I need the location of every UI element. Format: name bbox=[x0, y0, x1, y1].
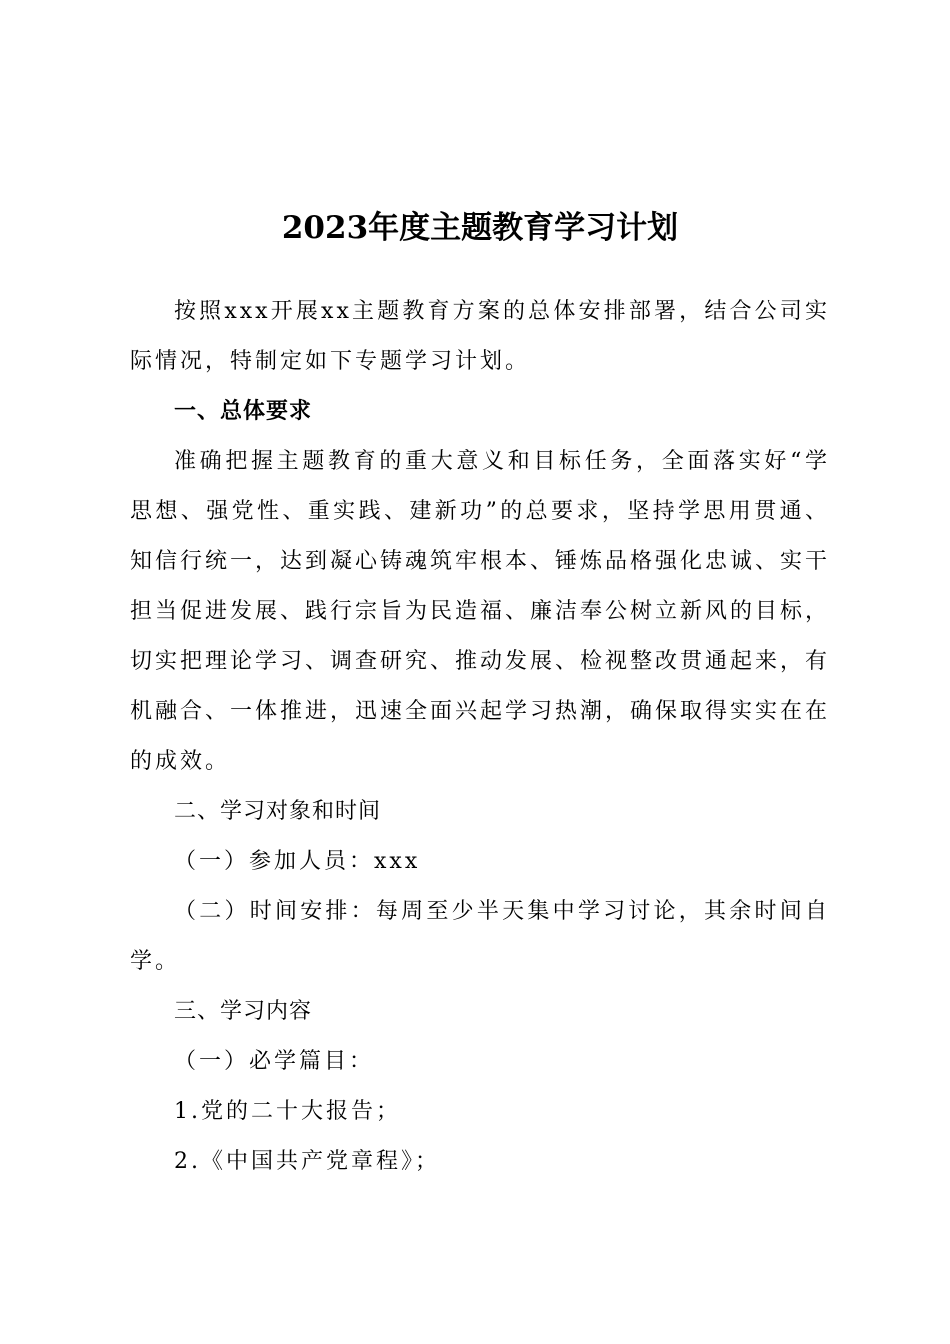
section-heading-participants-and-time: 二、学习对象和时间 bbox=[174, 799, 382, 824]
required-readings-subheading: （一）必学篇目： bbox=[174, 1049, 375, 1074]
intro-paragraph: 按照xxx开展xx主题教育方案的总体安排部署，结合公司实际情况，特制定如下专题学习计划。 bbox=[130, 299, 830, 374]
document-body bbox=[130, 198, 830, 1187]
list-item: 1.党的二十大报告； bbox=[174, 1099, 401, 1124]
section-heading-general-requirements: 一、总体要求 bbox=[174, 399, 313, 424]
participants-line: （一）参加人员：xxx bbox=[174, 849, 421, 874]
schedule-paragraph: （二）时间安排：每周至少半天集中学习讨论，其余时间自学。 bbox=[130, 899, 830, 974]
general-requirements-paragraph: 准确把握主题教育的重大意义和目标任务，全面落实好“学思想、强党性、重实践、建新功”的总要求，坚持学思用贯通、知信行统一，达到凝心铸魂筑牢根本、锤炼品格强化忠诚、实干担当促进发展、践行宗旨为民造福、廉洁奉公树立新风的目标，切实把理论学习、调查研究、推动发展、检视整改贯通起来，有机融合、一体推进，迅速全面兴起学习热潮，确保取得实实在在的成效。 bbox=[130, 449, 831, 774]
list-item: 2.《中国共产党章程》； bbox=[174, 1149, 440, 1174]
section-heading-study-content: 三、学习内容 bbox=[174, 999, 313, 1024]
document-title: 2023年度主题教育学习计划 bbox=[281, 210, 679, 246]
document-content bbox=[130, 287, 830, 1187]
